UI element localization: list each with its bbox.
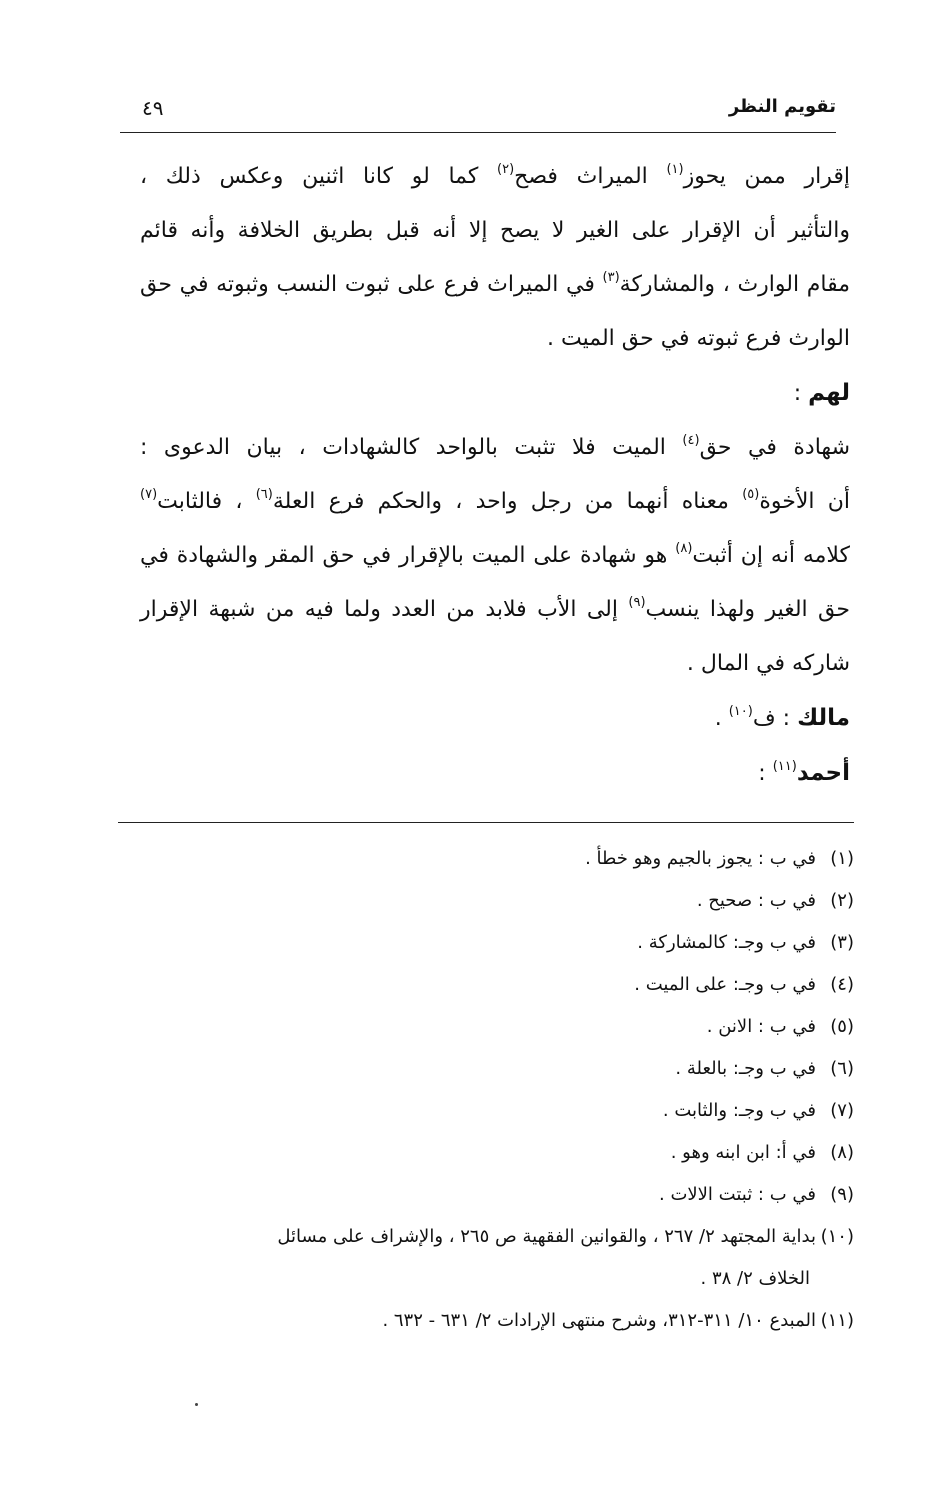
text-run: الميت فلا تثبت بالواحد كالشهادات ، بيان الدعوى : xyxy=(140,435,683,460)
footnote-ref[interactable]: (٣) xyxy=(602,270,620,285)
heading-ahmad: أحمد xyxy=(796,760,850,786)
scan-speck xyxy=(195,1403,198,1406)
footnote xyxy=(112,964,854,1006)
footnote-text: في ب : صحيح . xyxy=(696,890,816,911)
text-run: إلى الأب فلابد من العدد ولما فيه من شبهة الإقرار xyxy=(140,597,629,622)
running-title: تقويم النظر xyxy=(728,96,836,117)
footnote xyxy=(112,1048,854,1090)
footnote-ref[interactable]: (١) xyxy=(666,162,684,177)
footnote-ref[interactable]: (٨) xyxy=(675,541,693,556)
footnote xyxy=(112,838,854,880)
footnote xyxy=(112,1090,854,1132)
footnote-number: (٨) xyxy=(830,1142,854,1163)
footnote-number: (٢) xyxy=(830,890,854,911)
footnote xyxy=(112,880,854,922)
page-number: ٤٩ xyxy=(142,96,164,120)
heading-malik: مالك xyxy=(797,705,850,731)
ahmad-entry xyxy=(140,746,850,801)
text-line xyxy=(140,421,850,475)
text-run: : xyxy=(793,381,809,406)
footnote xyxy=(112,1006,854,1048)
footnote-ref[interactable]: (٥) xyxy=(742,487,760,502)
footnote-text: في ب : يجوز بالجيم وهو خطأ . xyxy=(585,848,816,869)
text-line: الوارث فرع ثبوته في حق الميت . xyxy=(547,326,850,351)
footnote xyxy=(112,1300,854,1342)
footnote-text: في ب : ثبتت الالات . xyxy=(659,1184,816,1205)
footnote-ref[interactable]: (٢) xyxy=(497,162,515,177)
footnote-ref[interactable]: (٧) xyxy=(140,487,158,502)
text-run: حق الغير ولهذا ينسب xyxy=(645,597,850,622)
text-run: كما لو كانا اثنين وعكس ذلك ، xyxy=(140,164,498,189)
footnote-number: (٩) xyxy=(830,1184,854,1205)
text-run: إقرار ممن يحوز xyxy=(683,164,850,189)
footnote-number: (٦) xyxy=(830,1058,854,1079)
section-heading-lahum xyxy=(140,366,850,421)
main-text xyxy=(140,150,850,801)
text-run: في الميراث فرع على ثبوت النسب وثبوته في حق xyxy=(140,272,603,297)
text-line xyxy=(140,150,850,204)
footnote-number: (١٠) xyxy=(820,1226,854,1247)
footnotes xyxy=(112,838,854,1342)
footnote-ref[interactable]: (٤) xyxy=(682,433,700,448)
footnote-number: (٤) xyxy=(830,974,854,995)
footnote xyxy=(112,1174,854,1216)
text-run: أن الأخوة xyxy=(759,489,851,514)
footnote-text: في ب وجـ: والثابت . xyxy=(662,1100,816,1121)
text-run: ، فالثابت xyxy=(157,489,256,514)
malik-entry xyxy=(140,691,850,746)
heading-lahum: لهم xyxy=(808,380,850,406)
footnote-number: (٧) xyxy=(830,1100,854,1121)
text-run: هو شهادة على الميت بالإقرار في حق المقر والشهادة في xyxy=(140,543,676,568)
footnote-text: المبدع ١٠/ ٣١١-٣١٢، وشرح منتهى الإرادات ٢/ ٦٣١ - ٦٣٢ . xyxy=(382,1310,816,1331)
footnote-ref[interactable]: (٩) xyxy=(628,595,646,610)
running-header xyxy=(120,88,836,128)
footnote-text: في ب وجـ: على الميت . xyxy=(634,974,816,995)
header-rule xyxy=(120,132,836,133)
paragraph-1 xyxy=(140,150,850,366)
text-run: مقام الوارث ، والمشاركة xyxy=(619,272,851,297)
footnote-text: بداية المجتهد ٢/ ٢٦٧ ، والقوانين الفقهية ص ٢٦٥ ، والإشراف على مسائل xyxy=(277,1226,816,1247)
text-run: : ف xyxy=(752,706,798,731)
text-line xyxy=(140,529,850,583)
text-line: شاركه في المال . xyxy=(686,651,850,676)
footnote-ref[interactable]: (٦) xyxy=(255,487,273,502)
text-run: : xyxy=(758,761,773,786)
text-run: معناه أنهما من رجل واحد ، والحكم فرع العلة xyxy=(272,489,743,514)
text-run: الميراث فصح xyxy=(514,164,667,189)
text-run: . xyxy=(714,706,729,731)
footnote-number: (١) xyxy=(830,848,854,869)
text-line: والتأثير أن الإقرار على الغير لا يصح إلا أنه قبل بطريق الخلافة وأنه قائم xyxy=(140,218,850,243)
footnote-ref[interactable]: (١١) xyxy=(772,759,797,774)
footnote-text: في ب : الانن . xyxy=(706,1016,816,1037)
text-line xyxy=(140,583,850,637)
text-line xyxy=(140,258,850,312)
footnote-ref[interactable]: (١٠) xyxy=(728,704,753,719)
text-line xyxy=(140,475,850,529)
footnote-separator xyxy=(118,822,854,823)
paragraph-2 xyxy=(140,421,850,691)
footnote-number: (١١) xyxy=(820,1310,854,1331)
footnote-number: (٥) xyxy=(830,1016,854,1037)
text-run: شهادة في حق xyxy=(699,435,850,460)
footnote xyxy=(112,1132,854,1174)
footnote-text: في ب وجـ: بالعلة . xyxy=(675,1058,816,1079)
footnote-text: في ب وجـ: كالمشاركة . xyxy=(637,932,816,953)
footnote-text: في أ: ابن ابنه وهو . xyxy=(670,1142,816,1163)
text-run: كلامه أنه إن أثبت xyxy=(692,543,850,568)
footnote-number: (٣) xyxy=(830,932,854,953)
footnote xyxy=(112,922,854,964)
footnote xyxy=(112,1216,854,1258)
footnote-continuation: الخلاف ٢/ ٣٨ . xyxy=(700,1268,810,1289)
